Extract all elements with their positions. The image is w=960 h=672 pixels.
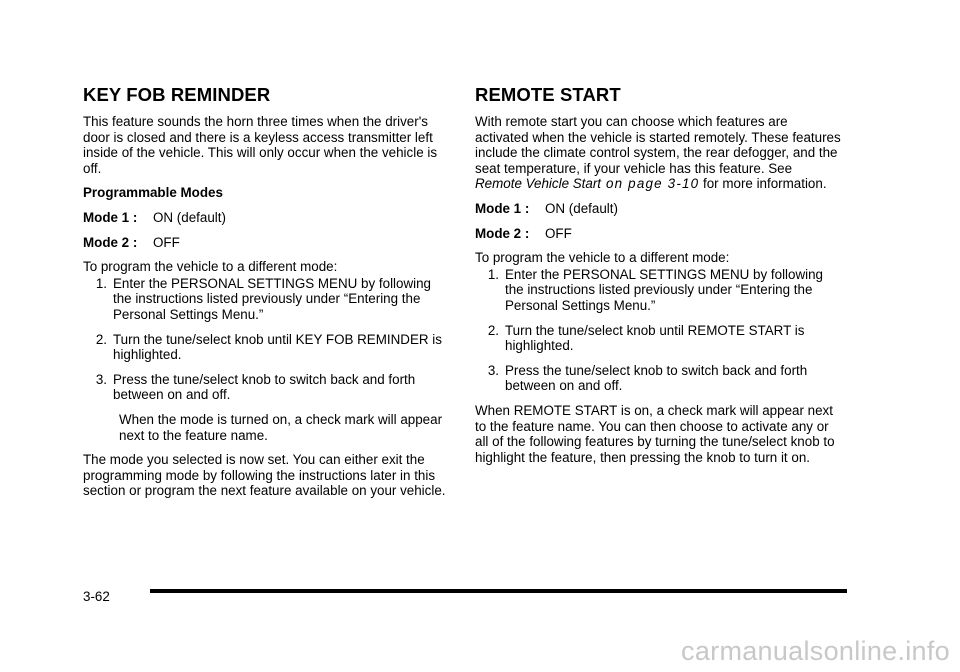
- step-list: [475, 267, 841, 394]
- footer-rule: [150, 589, 847, 593]
- step-text: Enter the PERSONAL SETTINGS MENU by following the instructions listed previously under “Entering the Personal Settings Menu.”: [113, 275, 432, 322]
- mode-label: Mode 2 :: [83, 234, 138, 250]
- mode-row: [475, 226, 841, 242]
- step-number: 3.: [95, 371, 107, 387]
- mode-label: Mode 1 :: [475, 200, 530, 216]
- cross-reference-link[interactable]: Remote Vehicle Start: [475, 176, 602, 192]
- intro-text-end: for more information.: [699, 176, 827, 192]
- watermark: carmanualsonline.info: [681, 636, 950, 666]
- step-item: [475, 323, 841, 354]
- mode-label: Mode 2 :: [475, 225, 530, 241]
- mode-value: ON (default): [153, 209, 226, 225]
- step-item: [475, 363, 841, 394]
- cross-reference-page[interactable]: on page 3-10: [601, 176, 700, 192]
- mode-value: ON (default): [545, 200, 618, 216]
- remote-start-intro: [475, 114, 841, 192]
- step-item: [475, 267, 841, 314]
- key-fob-intro: This feature sounds the horn three times when the driver's door is closed and there is a keyless access transmitter left inside of the vehicle. This will only occur when the vehicle is off.: [83, 114, 438, 176]
- programmable-modes-label: Programmable Modes: [83, 185, 223, 201]
- step-note: When the mode is turned on, a check mark will appear next to the feature name.: [119, 411, 443, 443]
- program-intro: To program the vehicle to a different mode:: [475, 250, 730, 266]
- step-item: [83, 332, 449, 363]
- mode-value: OFF: [545, 225, 572, 241]
- step-text: Turn the tune/select knob until KEY FOB REMINDER is highlighted.: [113, 331, 442, 363]
- mode-value: OFF: [153, 234, 180, 250]
- step-number: 1.: [487, 266, 499, 282]
- mode-row: [83, 210, 449, 226]
- program-intro: To program the vehicle to a different mode:: [83, 259, 338, 275]
- step-text: Turn the tune/select knob until REMOTE START is highlighted.: [505, 322, 805, 354]
- remote-start-closing: When REMOTE START is on, a check mark will appear next to the feature name. You can then choose to activate any or all of the following features by turning the tune/select knob to highlight the feature, then pressing the knob to turn it on.: [475, 402, 835, 465]
- section-heading-key-fob-reminder: KEY FOB REMINDER: [83, 84, 271, 105]
- key-fob-closing: The mode you selected is now set. You can either exit the programming mode by following the instructions later in this section or program the next feature available on your vehicle.: [83, 452, 446, 499]
- section-heading-remote-start: REMOTE START: [475, 84, 621, 105]
- step-number: 3.: [487, 362, 499, 378]
- step-text: Enter the PERSONAL SETTINGS MENU by following the instructions listed previously under “Entering the Personal Settings Menu.”: [505, 266, 824, 313]
- step-text: Press the tune/select knob to switch back and forth between on and off.: [113, 371, 416, 403]
- step-item: [83, 276, 449, 323]
- step-number: 2.: [487, 322, 499, 338]
- mode-label: Mode 1 :: [83, 209, 138, 225]
- step-number: 2.: [95, 331, 107, 347]
- right-column: [475, 84, 841, 474]
- mode-row: [83, 235, 449, 251]
- step-list: [83, 276, 449, 443]
- step-item: [83, 372, 449, 403]
- intro-text: With remote start you can choose which features are activated when the vehicle is started remotely. These features include the climate control system, the rear defogger, and the seat temperature, if your vehicle has this feature. See: [475, 114, 841, 176]
- left-column: [83, 84, 449, 508]
- step-number: 1.: [95, 275, 107, 291]
- step-text: Press the tune/select knob to switch back and forth between on and off.: [505, 362, 808, 394]
- page-number: 3-62: [83, 589, 110, 604]
- mode-row: [475, 201, 841, 217]
